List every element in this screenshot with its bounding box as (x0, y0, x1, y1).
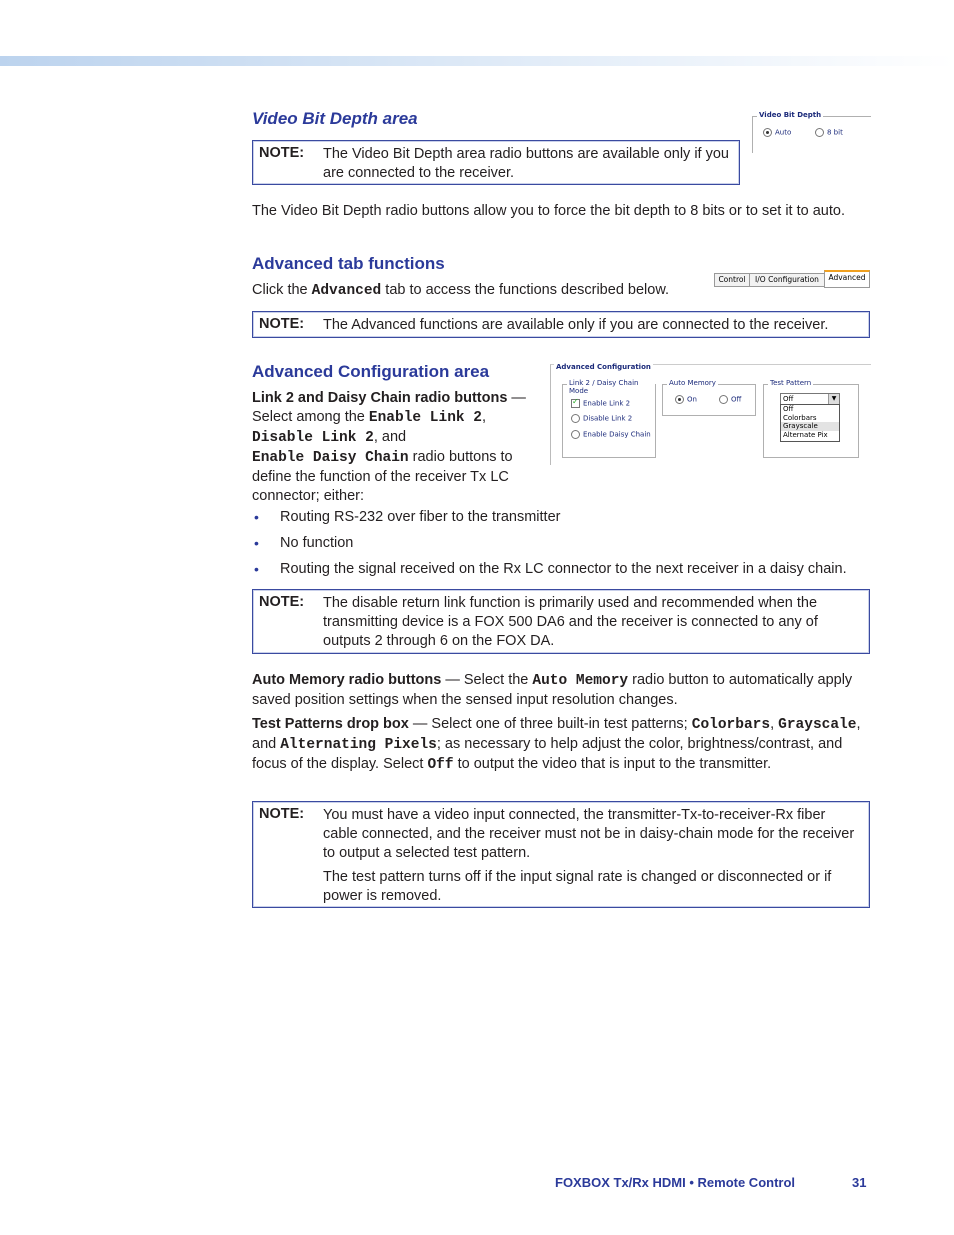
advanced-tab-heading: Advanced tab functions (252, 254, 445, 273)
video-bit-depth-heading: Video Bit Depth area (252, 109, 418, 128)
tab-io-configuration[interactable]: I/O Configuration (749, 273, 825, 287)
test-pattern-group-title: Test Pattern (770, 379, 812, 387)
bullet-item: Routing the signal received on the Rx LC connector to the next receiver in a daisy chain. (280, 561, 847, 577)
note-box-advanced (252, 311, 870, 338)
bit-depth-body: The Video Bit Depth radio buttons allow you to force the bit depth to 8 bits or to set it to auto. (252, 203, 845, 219)
option-grayscale[interactable]: Grayscale (781, 422, 839, 431)
bullet-dot: • (254, 561, 259, 577)
advanced-config-heading: Advanced Configuration area (252, 362, 490, 381)
bit-depth-screenshot (752, 110, 870, 150)
bit-depth-group-title: Video Bit Depth (759, 111, 822, 119)
link2-group-title: Link 2 / Daisy Chain Mode (567, 379, 655, 395)
enable-daisy-chain-radio[interactable] (571, 430, 580, 439)
bullet-item: No function (280, 535, 354, 551)
auto-memory-on-radio[interactable] (675, 395, 684, 404)
auto-memory-group-title: Auto Memory (669, 379, 716, 387)
note-label: NOTE: (259, 145, 305, 161)
note-text: You must have a video input connected, the transmitter-Tx-to-receiver-Rx fiber cable connected, and the receiver must not be in daisy-chain mode for the receiver to output a selected test pattern. (323, 807, 855, 861)
page-number: 31 (852, 1175, 867, 1190)
note-box-bit-depth (252, 140, 740, 185)
note-text: The disable return link function is primarily used and recommended when the transmitting device is a FOX 500 DA6 and the receiver is connected to any of outputs 2 through 6 on the FOX DA. (323, 595, 818, 649)
note-box-disable-link (252, 589, 870, 654)
tab-advanced[interactable]: Advanced (824, 270, 870, 288)
header-gradient-bar (0, 56, 954, 66)
option-colorbars[interactable]: Colorbars (783, 413, 817, 422)
note-box-test-pattern (252, 801, 870, 908)
option-off[interactable]: Off (783, 405, 794, 413)
auto-memory-off-radio[interactable] (719, 395, 728, 404)
note-label: NOTE: (259, 316, 305, 332)
test-pattern-select[interactable]: Off ▼ (780, 393, 840, 405)
footer-title: FOXBOX Tx/Rx HDMI • Remote Control (555, 1175, 796, 1190)
bullet-dot: • (254, 535, 259, 551)
note-text: The Advanced functions are available only if you are connected to the receiver. (323, 317, 829, 333)
note-label: NOTE: (259, 594, 305, 610)
test-pattern-dropdown-list (780, 404, 840, 442)
8bit-radio[interactable] (815, 128, 824, 137)
bullet-item: Routing RS-232 over fiber to the transmitter (280, 509, 561, 525)
link2-paragraph: Link 2 and Daisy Chain radio buttons — Select among the Enable Link 2, Disable Link 2, and Enable Daisy Chain radio buttons to define the function of the receiver Tx LC connector; either: (252, 390, 526, 504)
advanced-tab-body: Click the Advanced tab to access the functions described below. (252, 282, 670, 299)
tab-control[interactable]: Control (714, 273, 750, 287)
auto-radio[interactable] (763, 128, 772, 137)
enable-link2-radio[interactable] (571, 399, 580, 408)
adv-config-title: Advanced Configuration (556, 363, 651, 371)
note-label: NOTE: (259, 806, 305, 822)
auto-memory-paragraph: Auto Memory radio buttons — Select the Auto Memory radio button to automatically apply saved position settings when the sensed input resolution changes. (252, 672, 853, 708)
advanced-config-screenshot: Advanced Configuration Link 2 / Daisy Chain Mode ✓Enable Link 2 Disable Link 2 Enable Daisy Chain Auto Memory On Off Test Pattern Off ▼ Off Colorbars Grayscale Alternate Pix (550, 364, 870, 464)
test-patterns-paragraph: Test Patterns drop box — Select one of three built-in test patterns; Colorbars, Grayscale, and Alternating Pixels; as necessary to help adjust the color, brightness/contrast, and focus of the display. Select Off to output the video that is input to the transmitter. (252, 716, 861, 773)
8bit-radio-label: 8 bit (827, 128, 843, 137)
option-alternate-pix[interactable]: Alternate Pix (783, 430, 828, 439)
note-text: The test pattern turns off if the input signal rate is changed or disconnected or if power is removed. (323, 869, 832, 904)
bullet-dot: • (254, 509, 259, 525)
note-text: The Video Bit Depth area radio buttons are available only if you are connected to the receiver. (323, 146, 729, 181)
disable-link2-radio[interactable] (571, 414, 580, 423)
tabs-screenshot (714, 270, 870, 286)
chevron-down-icon[interactable]: ▼ (828, 394, 839, 404)
auto-radio-label: Auto (775, 128, 792, 137)
